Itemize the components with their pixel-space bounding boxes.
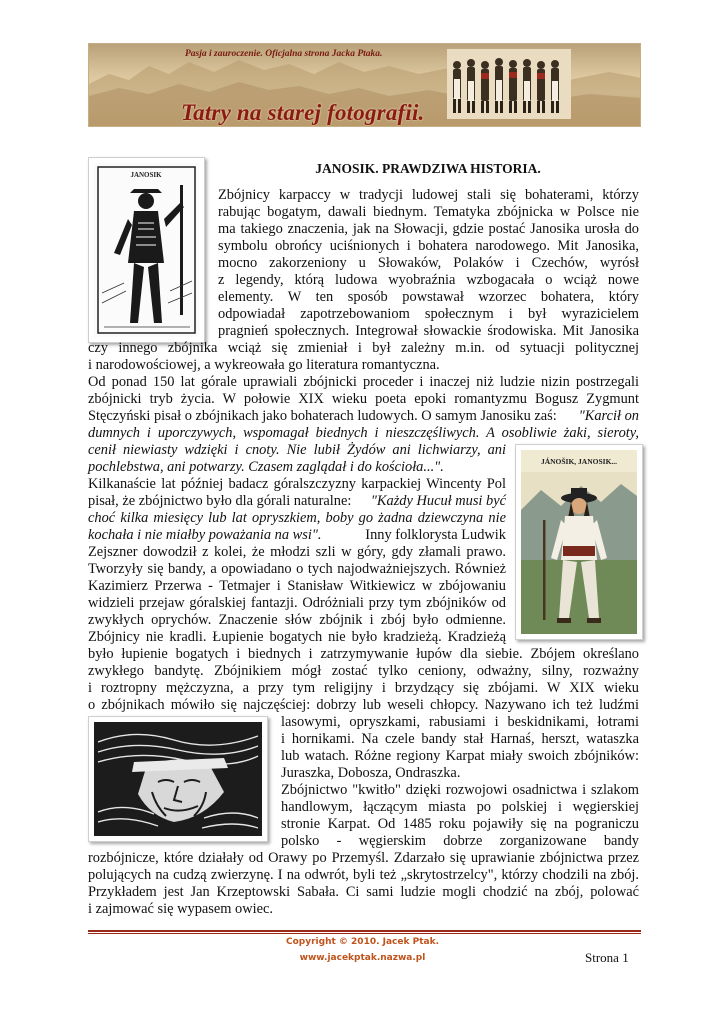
banner-tagline: Pasja i zauroczenie. Oficjalna strona Jacka Ptaka.: [185, 49, 383, 59]
text-line: i zajmować się wypasem owiec.: [88, 901, 274, 917]
text-line: Tworzyły się bandy, a opowiadano o tych najodważniejszych. Również: [88, 561, 506, 577]
janosik-color-illustration: [515, 444, 643, 640]
highlanders-photo: [447, 49, 571, 119]
text-line: lub watach. Różne regiony Karpat miały swoich zbójników:: [281, 748, 639, 764]
text-line: było łupienie bogatych i biednych i zatrzymywanie łupów dla siebie. Zbójem określano: [88, 646, 639, 662]
quote-text: choć kilka miesięcy lub lat opryszkiem, boby go żadna dziewczyna nie: [88, 510, 506, 526]
text-line: Zbójnictwo "kwitło" dzięki rozwojowi osadnictwa i szlakom: [281, 782, 639, 798]
text-line: o zbójnikach mówiło się najczęściej: dobrzy lub weseli chłopcy. Nazywano ich też ludźmi: [88, 697, 639, 713]
fig1-caption: JANOSIK: [130, 171, 162, 179]
text-segment: pisał, że zbójnictwo było dla górali naturalne:: [88, 493, 355, 509]
text-line: handlowym, łączącym miasta po polskiej i węgierskiej: [281, 799, 639, 815]
text-line: [88, 408, 639, 425]
text-line: Zejszner dowodził z kolei, że młodzi szli w góry, gdy złamali prawo.: [88, 544, 506, 560]
text-line: zwykłego bandytę. Zbójnikiem mógł zostać tylko ceniony, odważny, silny, rozważny: [88, 663, 639, 679]
quote-segment: "Każdy Hucuł musi być: [370, 493, 506, 509]
text-line: polujących na cudzą zwierzynę. I na odwrót, byli też „skrytostrzelcy", którzy chodzili na zbój.: [88, 867, 639, 883]
text-line: Przykładem jest Jan Krzeptowski Sabała. Ci sami ludzie mogli chodzić na zbój, polować: [88, 884, 639, 900]
quote-line: [88, 510, 506, 527]
header-banner: [88, 43, 641, 127]
text-line: [88, 493, 506, 510]
page-number: Strona 1: [585, 950, 629, 965]
text-segment: Inny folklorysta Ludwik: [361, 527, 506, 543]
copyright-text: Copyright © 2010. Jacek Ptak.: [286, 937, 439, 947]
banner-title: Tatry na starej fotografii.: [181, 100, 425, 125]
footer-divider-thin: [88, 933, 641, 934]
text-line: rabując bogatym, dawali biednym. Tematyka zbójnicka w Polsce nie: [218, 204, 639, 220]
text-line: [88, 527, 506, 544]
highlander-woodcut-portrait: [88, 716, 268, 842]
text-line: pragnień społecznych. Integrował słowackie środowiska. Mit Janosika: [218, 323, 639, 339]
quote-line: [88, 442, 506, 459]
text-line: Kilkanaście lat później badacz góralszczyzny karpackiej Wincenty Pol: [88, 476, 506, 492]
quote-segment: kochała i nie miałby poważania na wsi".: [88, 527, 322, 543]
text-line: rozbójnicze, które działały od Orawy po Przemyśl. Zdarzało się uprawianie zbójnictwa przez: [88, 850, 639, 866]
text-line: z legendy, którą ludowa wyobraźnia wzbogacała o wciąż nowe: [218, 272, 639, 288]
quote-text: cenił niewiasty wdzięki i cnoty. Nie lubił Żydów ani lichwiarzy, ani: [88, 442, 506, 458]
text-line: Zbójnicy karpaccy w tradycji ludowej stali się bohaterami, którzy: [218, 187, 639, 203]
text-line: elementy. W ten sposób powstawał wzorzec bohatera, który: [218, 289, 639, 305]
quote-line: [88, 459, 444, 476]
text-line: i narodowościowej, a wykreowała go literatura romantyczna.: [88, 357, 440, 373]
text-line: Od ponad 150 lat górale uprawiali zbójnicki proceder i inaczej niż ludzie nizin postrzegali: [88, 374, 639, 390]
website-link[interactable]: www.jacekptak.nazwa.pl: [299, 953, 426, 963]
text-line: i hornikami. Na czele bandy stał Harnaś, herszt, wataszka: [281, 731, 639, 747]
text-line: odpowiadał zapotrzebowaniom społecznym i był wyrazicielem: [218, 306, 639, 322]
text-line: zbójnicki tryb życia. W połowie XIX wieku poeta epoki romantyzmu Bogusz Zygmunt: [88, 391, 639, 407]
fig2-caption: JÁNOŠIK, JANOSIK...: [540, 457, 618, 466]
quote-segment: "Karcił on: [578, 408, 639, 424]
text-segment: Stęczyński pisał o zbójnikach jako bohaterach ludowych. O samym Janosiku zaś:: [88, 408, 561, 424]
text-line: ma takiego znaczenia, jak na Słowacji, gdzie postać Janosika urosła do: [218, 221, 639, 237]
text-line: polsko - węgierskim dobrze zorganizowane bandy: [281, 833, 639, 849]
text-line: Kazimierz Przerwa - Tetmajer i Stanisław Witkiewicz w zbójowaniu: [88, 578, 506, 594]
janosik-woodcut-figure: [88, 157, 205, 343]
footer-divider: [88, 930, 641, 932]
article-heading: JANOSIK. PRAWDZIWA HISTORIA.: [315, 161, 541, 176]
quote-line: [88, 425, 639, 442]
text-line: lasowymi, opryszkami, rabusiami i beskidnikami, łotrami: [281, 714, 639, 730]
text-line: i roztropny mężczyzna, a przy tym religijny i brzydzący się zbójami. W XIX wieku: [88, 680, 639, 696]
text-line: Zbójnicy nie kradli. Łupienie bogatych nie było kradzieżą. Kradzieżą: [88, 629, 506, 645]
text-line: czy innego zbójnika wciąż się zmieniał i był zależny m.in. od sytuacji politycznej: [88, 340, 639, 356]
text-line: stronie Karpat. Od 1485 roku pojawiły się na pograniczu: [281, 816, 639, 832]
text-line: zwykłych oprychów. Znaczenie słów zbójnik i zbój było odmienne.: [88, 612, 506, 628]
text-line: Juraszka, Dobosza, Ondraszka.: [281, 765, 461, 781]
text-line: symbolu obrońcy uciśnionych i bohatera narodowego. Mit Janosika,: [218, 238, 639, 254]
quote-text: dumnych i uporczywych, wspomagał biednych i nieszczęśliwych. A osobliwie żaki, sieroty,: [88, 425, 639, 441]
text-line: mocno zakorzeniony u Słowaków, Polaków i Czechów, wyrósł: [218, 255, 639, 271]
text-line: widzieli przejaw góralskiej fantazji. Odróżniali przy tym zbójników od: [88, 595, 506, 611]
quote-text: pochlebstwa, ani potwarzy. Czasem zaglądał i do kościoła...".: [88, 459, 444, 475]
